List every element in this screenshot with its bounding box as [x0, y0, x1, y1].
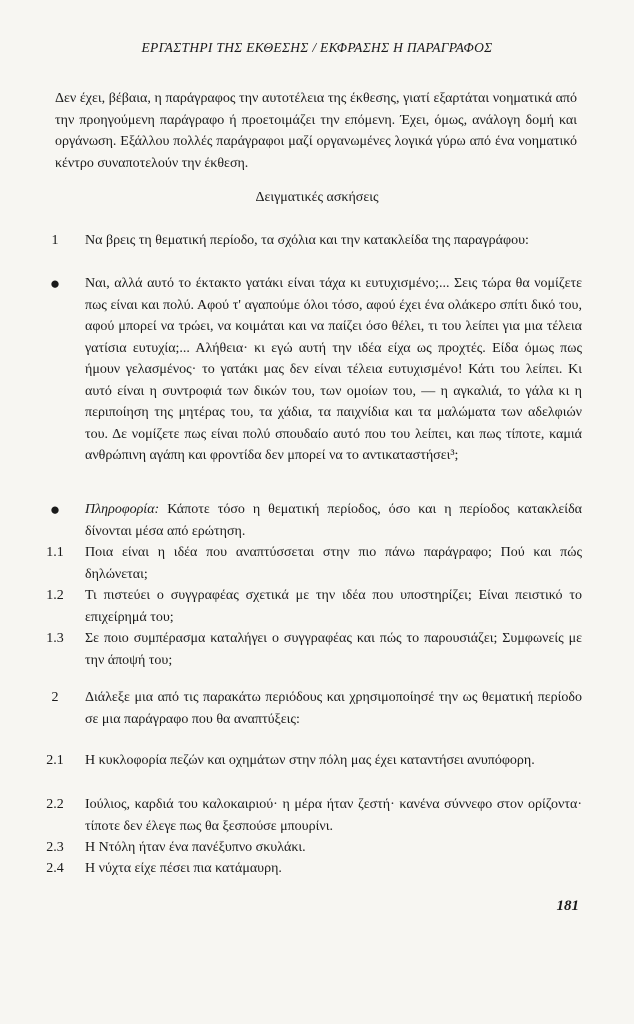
item-text: Η Ντόλη ήταν ένα πανέξυπνο σκυλάκι. — [85, 840, 306, 855]
item-text: Διάλεξε μια από τις παρακάτω περιόδους και χρησιμοποίησέ την ως θεματική περίοδο σε μια παράγραφο που θα αναπτύξεις: — [85, 690, 582, 727]
item-number: 2.4 — [46, 861, 64, 876]
exercise-2-1 — [20, 750, 582, 772]
item-number: 1.1 — [46, 545, 64, 560]
item-text: Ιούλιος, καρδιά του καλοκαιριού· η μέρα ήταν ζεστή· κανένα σύννεφο στον ορίζοντα· τίποτε δεν έλεγε πως θα ξεσπούσε μπουρίνι. — [85, 797, 582, 834]
section-title: Δειγματικές ασκήσεις — [255, 190, 379, 205]
exercise-2-2 — [20, 794, 582, 837]
running-head: ΕΡΓΑΣΤΗΡΙ ΤΗΣ ΕΚΘΕΣΗΣ / ΕΚΦΡΑΣΗΣ Η ΠΑΡΑΓΡΑΦΟΣ — [141, 40, 493, 55]
item-number: 2.1 — [46, 753, 64, 768]
item-number: 2.3 — [46, 840, 64, 855]
item-text: Ποια είναι η ιδέα που αναπτύσσεται στην πιο πάνω παράγραφο; Πού και πώς δηλώνεται; — [85, 545, 582, 582]
item-text: Σε ποιο συμπέρασμα καταλήγει ο συγγραφέας και πώς το παρουσιάζει; Συμφωνείς με την άποψή του; — [85, 631, 582, 668]
info-text: Κάποτε τόσο η θεματική περίοδος, όσο και η περίοδος κατακλείδα δίνονται μέσα από ερώτηση. — [85, 502, 583, 539]
item-text: Τι πιστεύει ο συγγραφέας σχετικά με την ιδέα που υποστηρίζει; Είναι πειστικό το επιχείρημά του; — [85, 588, 582, 625]
exercise-2 — [20, 687, 582, 730]
intro-paragraph: Δεν έχει, βέβαια, η παράγραφος την αυτοτέλεια της έκθεσης, γιατί εξαρτάται νοηματικά από την προηγούμενη παράγραφο ή προετοιμάζει την επόμενη. Έχει, όμως, ανάλογη δομή και οργάνωση. Εξάλλου πολλές παράγραφοι μαζί οργανωμένες λογικά γύρω από ένα νοηματικό κέντρο συναποτελούν την έκθεση. — [55, 91, 577, 171]
item-number: 1.3 — [46, 631, 64, 646]
item-text: Η νύχτα είχε πέσει πια κατάμαυρη. — [85, 861, 282, 876]
info-body — [85, 499, 582, 542]
bullet-icon: ● — [49, 274, 61, 293]
excerpt-text: Ναι, αλλά αυτό το έκτακτο γατάκι είναι τάχα κι ευτυχισμένο;... Σεις τώρα θα νομίζετε πως είναι και πολύ. Αφού τ' αγαπούμε όλοι τόσο, αφού έχει ένα ολάκερο σπίτι δικό του, αφού μπορεί να τρώει, να κοιμάται και να παίζει όσο θέλει, τι του λείπει για μια τέλεια γατίσια ευτυχία;... Αλήθεια· κι εγώ αυτή την ιδέα είχα ως προχτές. Είδα όμως πως ήμουν γελασμένος· το γατάκι μας δεν είναι τέλεια ευτυχισμένο! Κάτι του λείπει. Κι αυτό είναι η συντροφιά των δικών του, των ομοίων του, — η αγκαλιά, το γάλα κι η περιποίηση της μητέρας του, τα χάδια, τα παιχνίδια και τα μαλώματα των αδελφιών του. Δε νομίζετε πως είναι πολύ σπουδαίο αυτό που του λείπει, και πως τίποτε, καμιά ανθρώπινη αγάπη και φροντίδα δεν μπορεί να το αντικαταστήσει³; — [85, 276, 582, 463]
item-number: 1.2 — [46, 588, 64, 603]
exercise-1-3 — [20, 628, 582, 671]
exercise-2-4 — [20, 858, 582, 880]
item-number: 2 — [51, 690, 59, 705]
item-text: Η κυκλοφορία πεζών και οχημάτων στην πόλη μας έχει καταντήσει ανυπόφορη. — [85, 753, 535, 768]
exercise-1-1 — [20, 542, 582, 585]
info-bullet — [20, 499, 582, 542]
bullet-icon: ● — [49, 500, 61, 519]
item-number: 2.2 — [46, 797, 64, 812]
excerpt-bullet — [20, 273, 582, 467]
item-text: Να βρεις τη θεματική περίοδο, τα σχόλια και την κατακλείδα της παραγράφου: — [85, 233, 529, 248]
page-number: 181 — [556, 898, 579, 914]
exercise-1-2 — [20, 585, 582, 628]
info-label: Πληροφορία: — [85, 502, 160, 517]
exercise-2-3 — [20, 837, 582, 859]
exercise-1 — [20, 230, 582, 252]
item-number: 1 — [51, 233, 59, 248]
